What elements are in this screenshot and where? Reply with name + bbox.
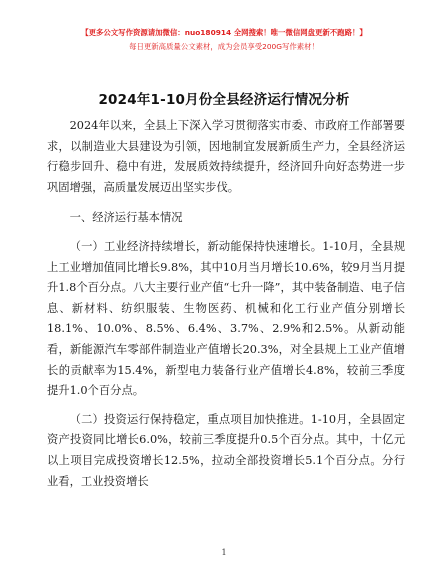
promo-banner-line-2: 每日更新高质量公文素材，成为会员享受200G写作素材！ [129,42,319,51]
document-body [47,116,405,492]
investment-paragraph: （二）投资运行保持稳定，重点项目加快推进。1-10月，全县固定资产投资同比增长6.0%，较前三季度提升0.5个百分点。其中，十亿元以上项目完成投资增长12.5%，拉动全部投资增长5.1个百分点。分行业看，工业投资增长 [47,412,405,488]
promo-banner [0,26,448,54]
document-title: 2024年1-10月份全县经济运行情况分析 [98,92,350,108]
industry-paragraph: （一）工业经济持续增长，新动能保持快速增长。1-10月，全县规上工业增加值同比增长9.8%，其中10月当月增长10.6%，较9月当月提升1.8个百分点。八大主要行业产值“七升一降”，其中装备制造、电子信息、新材料、纺织服装、生物医药、机械和化工行业产值分别增长18.1%、10.0%、8.5%、6.4%、3.7%、2.9%和2.5%。从新动能看，新能源汽车零部件制造业产值增长20.3%，对全县规上工业产值增长的贡献率为15.4%，新型电力装备行业产值增长4.8%，较前三季度提升1.0个百分点。 [47,239,405,398]
section-heading: 一、经济运行基本情况 [69,211,183,225]
page-number: 1 [221,548,227,557]
promo-banner-line-1: 【更多公文写作资源请加微信：nuo180914 全网搜索！唯一微信网盘更新不跑路！】 [81,28,367,37]
intro-paragraph: 2024年以来，全县上下深入学习贯彻落实市委、市政府工作部署要求，以制造业大县建设为引领，因地制宜发展新质生产力，全县经济运行稳步回升、稳中有进，发展质效持续提升，经济回升向好态势进一步巩固增强，高质量发展迈出坚实步伐。 [47,119,405,194]
